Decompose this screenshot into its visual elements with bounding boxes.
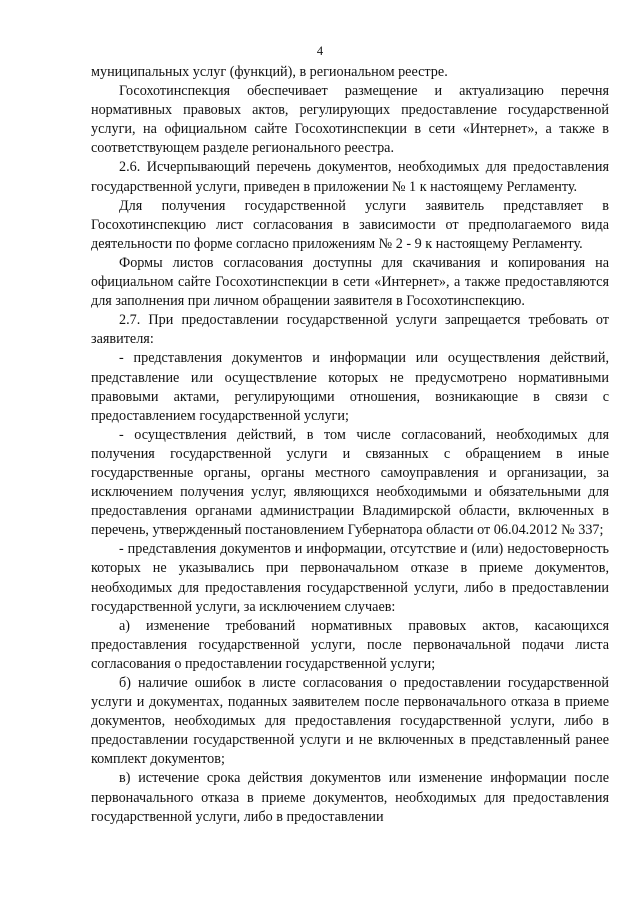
list-item: б) наличие ошибок в листе согласования о предоставлении государственной услуги и документах, поданных заявителем после первоначального отказа в приеме документов, необходимых для предоставления государственной услуги, либо в предоставлении государственной услуги и не включенных в представленный ранее комплект документов; [91,675,609,768]
list-item: - представления документов и информации или осуществления действий, представление или осуществление которых не предусмотрено нормативными правовыми актами, регулирующими отношения, возникающие в связи с предоставлением государственной услуги; [91,350,609,424]
page-number: 4 [316,44,324,58]
paragraph: Для получения государственной услуги заявитель представляет в Госохотинспекцию лист согласования в зависимости от предполагаемого вида деятельности по форме согласно приложениям № 2 - 9 к настоящему Регламенту. [91,197,609,252]
paragraph: Формы листов согласования доступны для скачивания и копирования на официальном сайте Госохотинспекции в сети «Интернет», а также предоставляются для заполнения при личном обращении заявителя в Госохотинспекцию. [91,254,609,310]
paragraph: Госохотинспекция обеспечивает размещение и актуализацию перечня нормативных правовых актов, регулирующих предоставление государственной услуги, на официальном сайте Госохотинспекции в сети «Интернет», а также в соответствующем разделе регионального реестра. [91,83,609,157]
document-body [91,63,609,827]
paragraph: 2.7. При предоставлении государственной услуги запрещается требовать от заявителя: [91,312,609,348]
paragraph: 2.6. Исчерпывающий перечень документов, необходимых для предоставления государственной услуги, приведен в приложении № 1 к настоящему Регламенту. [91,159,609,195]
list-item: а) изменение требований нормативных правовых актов, касающихся предоставления государственной услуги, после первоначальной подачи листа согласования о предоставлении государственной услуги; [91,617,609,672]
list-item: - представления документов и информации, отсутствие и (или) недостоверность которых не указывались при первоначальном отказе в приеме документов, необходимых для предоставления государственной услуги, либо в предоставлении государственной услуги, за исключением случаев: [91,541,609,615]
list-item: в) истечение срока действия документов или изменение информации после первоначального отказа в приеме документов, необходимых для предоставления государственной услуги, либо в предоставлении [91,770,609,825]
paragraph: муниципальных услуг (функций), в региональном реестре. [91,64,448,80]
list-item: - осуществления действий, в том числе согласований, необходимых для получения государственной услуги и связанных с обращением в иные государственные органы, органы местного самоуправления и организации, за исключением получения услуг, являющихся необходимыми и обязательными для предоставления органами администрации Владимирской области, включенных в перечень, утвержденный постановлением Губернатора области от 06.04.2012 № 337; [91,426,609,539]
